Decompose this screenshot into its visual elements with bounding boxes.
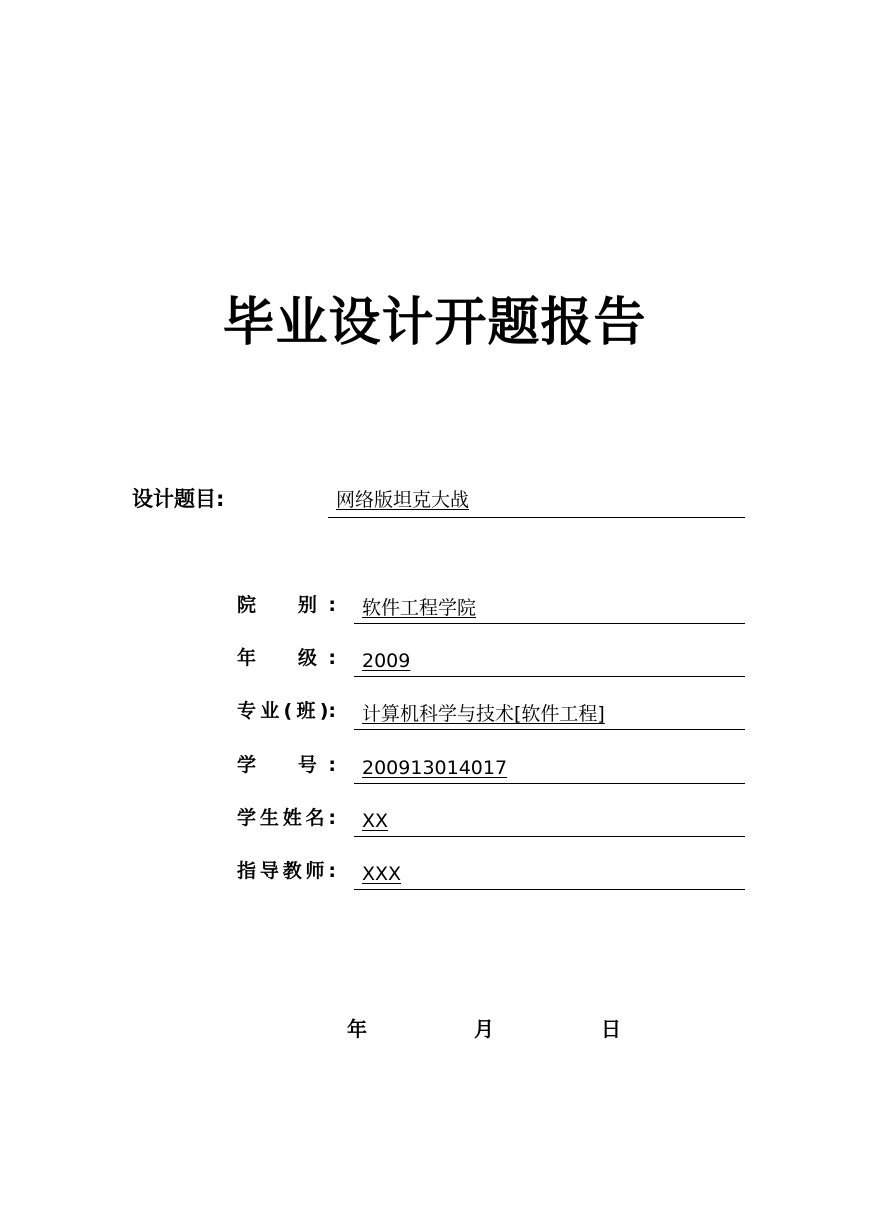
date-month: 月 bbox=[474, 1017, 494, 1041]
department-value: 软件工程学院 bbox=[362, 597, 477, 619]
design-topic-value: 网络版坦克大战 bbox=[336, 489, 470, 511]
report-title: 毕业设计开题报告 bbox=[222, 293, 647, 353]
date-year: 年 bbox=[347, 1017, 367, 1041]
department-field bbox=[354, 593, 745, 624]
department-label: 院 别: bbox=[237, 594, 336, 616]
grade-field bbox=[354, 646, 745, 677]
student-id-value: 200913014017 bbox=[362, 757, 508, 779]
advisor-value: XXX bbox=[362, 863, 402, 885]
major-field bbox=[354, 699, 745, 730]
student-id-label: 学 号: bbox=[237, 754, 336, 776]
design-topic-field bbox=[328, 486, 745, 518]
grade-value: 2009 bbox=[362, 650, 411, 672]
student-name-field bbox=[354, 806, 745, 837]
student-name-value: XX bbox=[362, 810, 389, 832]
major-value: 计算机科学与技术[软件工程] bbox=[362, 703, 605, 725]
date-day: 日 bbox=[601, 1017, 621, 1041]
advisor-label: 指导教师: bbox=[237, 860, 336, 882]
design-topic-label: 设计题目: bbox=[132, 487, 225, 511]
student-id-field bbox=[354, 753, 745, 784]
student-name-label: 学生姓名: bbox=[237, 807, 336, 829]
advisor-field bbox=[354, 859, 745, 890]
major-label: 专业(班): bbox=[237, 700, 336, 722]
grade-label: 年 级: bbox=[237, 647, 336, 669]
